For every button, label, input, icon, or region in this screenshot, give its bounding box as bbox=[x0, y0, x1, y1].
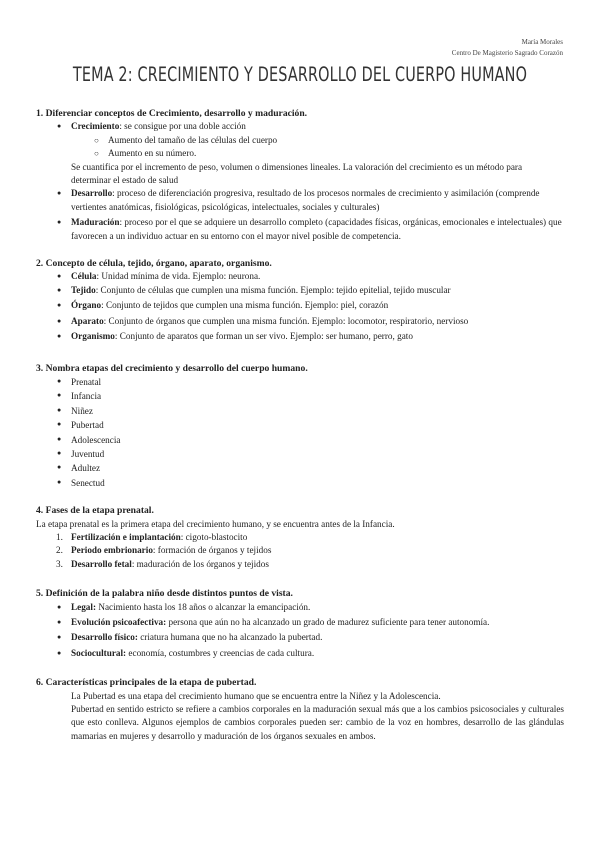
definition: criatura humana que no ha alcanzado la pubertad. bbox=[137, 632, 323, 643]
definition: persona que aún no ha alcanzado un grado de madurez suficiente para tener autonomía. bbox=[166, 617, 490, 627]
list-item: ● Adultez bbox=[36, 461, 564, 475]
school-name: Centro De Magisterio Sagrado Corazón bbox=[451, 49, 563, 57]
document-body bbox=[36, 107, 564, 755]
section-3 bbox=[36, 362, 564, 491]
section-2 bbox=[36, 257, 564, 343]
definition-desarrollo: : proceso de diferenciación progresiva, resultado de los procesos normales de crecimiento y asimilación (comprende vertientes anatómicas, fisiológicas, psicológicas, intelectuales, sociales y culturales) bbox=[71, 188, 540, 212]
section-2-heading: 2. Concepto de célula, tejido, órgano, aparato, organismo. bbox=[36, 258, 272, 270]
list-item: ● Infancia bbox=[36, 389, 564, 403]
list-item-maduracion bbox=[36, 216, 564, 243]
term: Célula bbox=[71, 271, 97, 282]
section-3-heading: 3. Nombra etapas del crecimiento y desarrollo del cuerpo humano. bbox=[36, 362, 308, 374]
list-item bbox=[36, 284, 564, 297]
list-item: ● Juventud bbox=[36, 447, 564, 461]
term: Periodo embrionario bbox=[71, 545, 153, 556]
term: Legal: bbox=[71, 601, 97, 612]
sub-item: ○ Aumento del tamaño de las células del cuerpo bbox=[36, 134, 564, 147]
page-title: TEMA 2: CRECIMIENTO Y DESARROLLO DEL CUERPO HUMANO bbox=[72, 63, 528, 86]
definition-crecimiento: : se consigue por una doble acción bbox=[119, 121, 246, 132]
list-item bbox=[36, 330, 564, 343]
author-name: María Morales bbox=[521, 38, 563, 46]
section-5-heading: 5. Definición de la palabra niño desde distintos puntos de vista. bbox=[36, 588, 293, 600]
definition: : formación de órganos y tejidos bbox=[152, 545, 272, 556]
section-6 bbox=[36, 676, 564, 743]
list-item-desarrollo bbox=[36, 187, 564, 214]
definition: : maduración de los órganos y tejidos bbox=[131, 558, 269, 569]
term: Organismo bbox=[71, 331, 115, 342]
term: Evolución psicoafectiva: bbox=[71, 617, 167, 627]
section-6-heading: 6. Características principales de la etapa de pubertad. bbox=[36, 677, 257, 689]
definition-maduracion: : proceso por el que se adquiere un desarrollo completo (capacidades físicas, orgánicas, emocionales e intelectuales) que favorecen a un individuo actuar en su entorno con el mayor nivel posible de competencia. bbox=[71, 217, 562, 241]
list-item: ● Pubertad bbox=[36, 418, 564, 432]
numbered-item bbox=[36, 544, 564, 557]
term-maduracion: Maduración bbox=[71, 217, 120, 228]
paragraph: Pubertad en sentido estricto se refiere a cambios corporales en la maduración sexual más que a los cambios psicosociales y culturales que esto conlleva. Algunos ejemplos de cambios corporales pueden ser: cambio de la voz en hombres, desarrollo de las glándulas mamarias en mujeres y desarrollo y maduración de los órganos sexuales en ambos. bbox=[71, 704, 564, 741]
list-item bbox=[36, 647, 564, 660]
crecimiento-note: Se cuantifica por el incremento de peso, volumen o dimensiones lineales. La valoración del crecimiento es un método para determinar el estado de salud bbox=[71, 161, 523, 186]
term: Aparato bbox=[71, 315, 104, 326]
term: Sociocultural: bbox=[71, 647, 127, 658]
list-item: ● Niñez bbox=[36, 404, 564, 418]
list-item: ● Senectud bbox=[36, 476, 564, 490]
list-item: ● Adolescencia bbox=[36, 433, 564, 447]
section-1-heading: 1. Diferenciar conceptos de Crecimiento, desarrollo y maduración. bbox=[36, 108, 308, 119]
list-item bbox=[36, 315, 564, 328]
list-item bbox=[36, 631, 564, 644]
definition: : cigoto-blastocito bbox=[180, 531, 248, 542]
numbered-item bbox=[36, 531, 564, 544]
item-number: 2. bbox=[56, 545, 63, 556]
list-item bbox=[36, 601, 564, 614]
list-item-crecimiento bbox=[36, 120, 564, 133]
term: Tejido bbox=[71, 284, 96, 295]
sub-item: ○ Aumento en su número. bbox=[36, 147, 564, 160]
item-number: 1. bbox=[56, 531, 63, 542]
section-4 bbox=[36, 504, 564, 571]
term-crecimiento: Crecimiento bbox=[71, 121, 120, 132]
definition: : Conjunto de tejidos que cumplen una misma función. Ejemplo: piel, corazón bbox=[101, 300, 389, 311]
list-item: ● Prenatal bbox=[36, 375, 564, 389]
section-4-intro: La etapa prenatal es la primera etapa del crecimiento humano, y se encuentra antes de la Infancia. bbox=[36, 518, 395, 529]
list-item bbox=[36, 299, 564, 312]
numbered-item bbox=[36, 558, 564, 571]
definition: : Unidad mínima de vida. Ejemplo: neurona. bbox=[96, 271, 261, 282]
term-desarrollo: Desarrollo bbox=[71, 188, 113, 199]
section-1 bbox=[36, 107, 564, 243]
definition: Nacimiento hasta los 18 años o alcanzar la emancipación. bbox=[96, 601, 311, 612]
section-5 bbox=[36, 587, 564, 660]
definition: economía, costumbres y creencias de cada cultura. bbox=[126, 647, 315, 658]
term: Fertilización e implantación bbox=[71, 531, 181, 542]
term: Desarrollo físico: bbox=[71, 632, 138, 643]
section-4-heading: 4. Fases de la etapa prenatal. bbox=[36, 505, 154, 517]
list-item bbox=[36, 616, 564, 629]
term: Órgano bbox=[71, 300, 102, 311]
list-item bbox=[36, 270, 564, 283]
definition: : Conjunto de órganos que cumplen una misma función. Ejemplo: locomotor, respiratorio, nervioso bbox=[103, 315, 469, 326]
term: Desarrollo fetal bbox=[71, 558, 132, 569]
definition: : Conjunto de aparatos que forman un ser vivo. Ejemplo: ser humano, perro, gato bbox=[114, 331, 413, 342]
item-number: 3. bbox=[56, 558, 63, 569]
paragraph: La Pubertad es una etapa del crecimiento humano que se encuentra entre la Niñez y la Adolescencia. bbox=[71, 690, 441, 701]
definition: : Conjunto de células que cumplen una misma función. Ejemplo: tejido epitelial, tejido muscular bbox=[95, 284, 451, 295]
